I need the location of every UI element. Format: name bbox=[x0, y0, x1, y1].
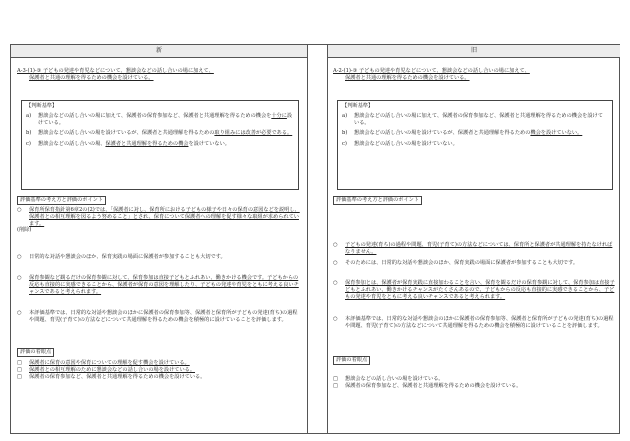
new-item-title: A-3-(1)-③ 子どもの発達や育児などについて、懇談会などの話し合いの場に加えて、 保護者と共通の理解を得るための機会を設けている。 bbox=[17, 68, 214, 81]
column-divider-right bbox=[327, 45, 328, 433]
old-focus-list bbox=[333, 376, 615, 390]
old-point-3: ○ 保育参加とは、保護者が保育実践に直接加わることを言い、保育を観るだけの保育参観に対して、保育参加は直接子どもとふれあい、働きかけるチャンスがたくさんあるので、子どもからの反応も直接的に実感できることから、子どもの発達や育児をともに考える良いチャンスであると考えられます。 bbox=[333, 280, 615, 300]
header-old: 旧 bbox=[327, 45, 620, 58]
header-new: 新 bbox=[11, 45, 308, 58]
new-focus-list bbox=[17, 360, 301, 380]
old-criterion-b: b) 懇談会などの話し合いの場を設けているが、保護者と共通理解を得るための機会を設けていない。 bbox=[342, 130, 583, 137]
old-criterion-c: c) 懇談会などの話し合いの場を設けていない。 bbox=[342, 141, 458, 148]
new-criterion-c: c) 懇談会などの話し合いの場、保護者と共通理解を得るための機会を設けていない。 bbox=[26, 141, 230, 148]
old-item-title: A-2-(1)-③ 子どもの発達や育児などについて、懇談会などの話し合いの場に加えて、 保護者と共通の理解を得るための機会を設けている。 bbox=[333, 68, 530, 81]
column-divider-left bbox=[307, 45, 308, 433]
old-column bbox=[333, 58, 615, 433]
new-focus-item: □ 保護者の保育参加など、保護者と共通理解を得るための機会を設けている。 bbox=[17, 373, 206, 380]
new-point-3: ○ 保育参観など観るだけの保育参観に対して、保育参加は直接子どもとふれあい、働きかける機会です。子どもからの反応も直接的に実感できることから、保護者が保育の意図を理解したり、子どもの発達や育児をともに考える良いチャンスであると考えられます。 bbox=[17, 275, 299, 295]
new-focus-item: □ 保護者との相互理解のために懇談会などの話し合いの場を設けている。 bbox=[17, 366, 196, 373]
new-criterion-a: a) 懇談会などの話し合いの場に加えて、保護者の保育参加など、保護者と共通理解を得るための機会を十分に設けている。 bbox=[26, 112, 293, 126]
old-point-1: ○ 子どもの発達(育ち)の過程や問題、育児(子育て)の方法などについては、保育所と保護者が共通理解を持たなければなりません。 bbox=[333, 242, 613, 255]
old-criteria-box: 【判断基準】 a) 懇談会などの話し合いの場に加えて、保護者の保育参加など、保護者と共通理解を得るための機会を設けている。 b) 懇談会などの話し合いの場を設けているが、保護者と共通理解を得るための機会を設けていない。 c) 懇談会などの話し合いの場を設けていない。 bbox=[337, 100, 613, 190]
new-column bbox=[17, 58, 301, 433]
old-focus-item: □ 保護者の保育参加など、保護者と共通理解を得るための機会を設けている。 bbox=[333, 382, 522, 389]
new-deleted-note: (削除) bbox=[17, 227, 32, 234]
new-criteria-box: 【判断基準】 a) 懇談会などの話し合いの場に加えて、保護者の保育参加など、保護者と共通理解を得るための機会を十分に設けている。 b) 懇談会などの話し合いの場を設けているが、保護者と共通理解を得るための取り組みには改善が必要である。 c) 懇談会などの話し合いの場、保護者と共通理解を得るための機会を設けていない。 bbox=[21, 100, 299, 190]
old-point-2: ○ そのためには、日常的な対話や懇談会のほか、保育実践の場面に保護者が参加することも大切です。 bbox=[333, 260, 579, 266]
old-criterion-a: a) 懇談会などの話し合いの場に加えて、保護者の保育参加など、保護者と共通理解を得るための機会を設けている。 bbox=[342, 112, 603, 126]
new-focus-label: 評価の着眼点 bbox=[17, 348, 54, 357]
new-focus-item: □ 保護者に保育の意図や保育についての理解を促す機会を設けている。 bbox=[17, 360, 190, 366]
comparison-table bbox=[10, 44, 620, 434]
new-point-4: ○ 本評価基準では、日常的な対話や懇談会のほかに保護者の保育参加等、保護者と保育所が子どもの発達(育ち)の過程や問題、育児(子育て)の方法などについて共通理解を得るための機会を積極的に設けていることを評価します。 bbox=[17, 310, 298, 323]
old-point-4: ○ 本評価基準では、日常的な対話や懇談会のほかに保護者の保育参加等、保護者と保育所が子どもの発達(育ち)の過程や問題、育児(子育て)の方法などについて共通理解を得るための機会を積極的に設けていることを評価します。 bbox=[333, 316, 614, 329]
new-point-1: ○ 保育所保育指針第6章2の(2)では、「保護者に対し、保育所における子どもの様子や日々の保育の意図などを説明し、保護者との相互理解を図るよう努めること」とされ、保育について保護者への理解を促す様々な取組が求められています。 bbox=[17, 207, 300, 227]
new-points-label: 評価基準の考え方と評価のポイント bbox=[17, 196, 106, 205]
new-point-2: ○ 日常的な対話や懇談会のほか、保育実践の場面に保護者が参加することも大切です。 bbox=[17, 254, 226, 260]
new-points bbox=[17, 207, 301, 234]
old-points-label: 評価基準の考え方と評価のポイント bbox=[333, 196, 422, 205]
old-focus-item: □ 懇談会などの話し合いの場を設けている。 bbox=[333, 376, 444, 382]
new-criterion-b: b) 懇談会などの話し合いの場を設けているが、保護者と共通理解を得るための取り組みには改善が必要である。 bbox=[26, 130, 293, 137]
old-focus-label: 評価の着眼点 bbox=[333, 356, 370, 365]
